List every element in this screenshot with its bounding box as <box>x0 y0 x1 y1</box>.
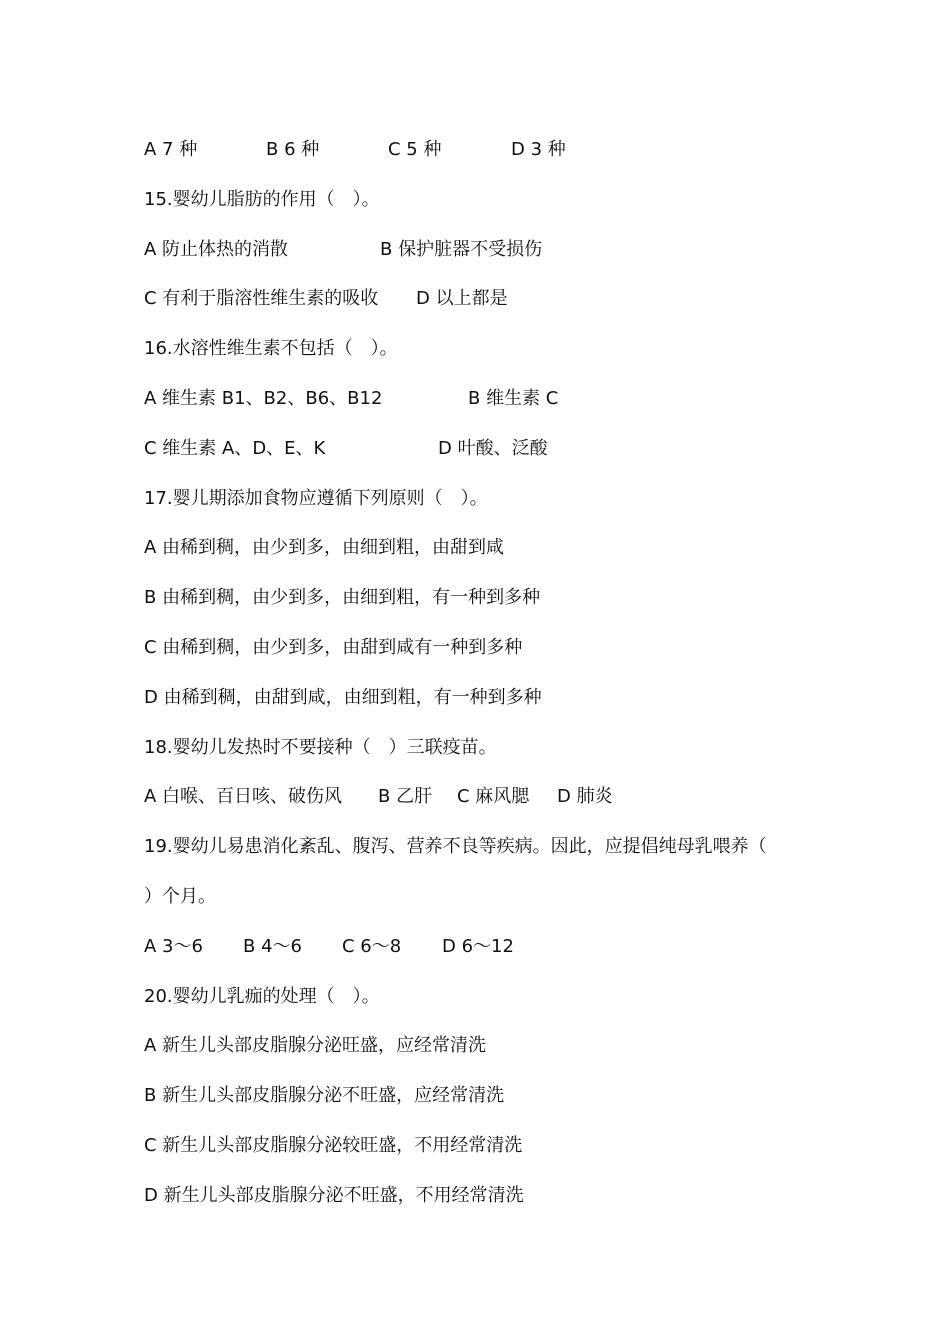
option-c-q19: C 6～8 <box>342 935 402 957</box>
option-c-q20: C 新生儿头部皮脂腺分泌较旺盛，不用经常清洗 <box>144 1134 523 1156</box>
options-row-q15-cd <box>144 284 824 334</box>
option-d-q14: D 3 种 <box>511 139 566 160</box>
options-row-q15-ab <box>144 235 824 285</box>
question-16: 16.水溶性维生素不包括（ ）。 <box>144 338 398 360</box>
option-a-q19: A 3～6 <box>144 935 203 957</box>
question-17: 17.婴儿期添加食物应遵循下列原则（ ）。 <box>144 487 488 509</box>
option-d-q15: D 以上都是 <box>416 288 508 310</box>
option-b-q16: B 维生素 C <box>468 387 559 409</box>
option-c-q17: C 由稀到稠，由少到多，由甜到咸有一种到多种 <box>144 636 523 658</box>
question-20: 20.婴幼儿乳痂的处理（ ）。 <box>144 985 380 1007</box>
option-d-q19: D 6～12 <box>442 935 514 957</box>
option-c-q15: C 有利于脂溶性维生素的吸收 <box>144 288 379 310</box>
question-19: 19.婴幼儿易患消化紊乱、腹泻、营养不良等疾病。因此，应提倡纯母乳喂养（ <box>144 836 767 858</box>
options-row-q16-ab <box>144 384 824 434</box>
question-15: 15.婴幼儿脂肪的作用（ ）。 <box>144 188 380 210</box>
option-b-q15: B 保护脏器不受损伤 <box>380 238 543 260</box>
question-18: 18.婴幼儿发热时不要接种（ ）三联疫苗。 <box>144 736 497 758</box>
option-b-q19: B 4～6 <box>243 935 302 957</box>
option-a-q20: A 新生儿头部皮脂腺分泌旺盛，应经常清洗 <box>144 1035 487 1057</box>
option-d-q20: D 新生儿头部皮脂腺分泌不旺盛，不用经常清洗 <box>144 1184 524 1206</box>
option-a-q18: A 白喉、百日咳、破伤风 <box>144 786 343 808</box>
option-a-q15: A 防止体热的消散 <box>144 238 289 260</box>
option-d-q18: D 肺炎 <box>557 786 613 808</box>
option-d-q16: D 叶酸、泛酸 <box>438 437 548 459</box>
option-d-q17: D 由稀到稠，由甜到咸，由细到粗，有一种到多种 <box>144 686 542 708</box>
option-a-q17: A 由稀到稠，由少到多，由细到粗，由甜到咸 <box>144 537 505 559</box>
option-c-q18: C 麻风腮 <box>457 786 530 808</box>
option-b-q17: B 由稀到稠，由少到多，由细到粗，有一种到多种 <box>144 587 541 609</box>
option-b-q14: B 6 种 <box>266 139 320 160</box>
question-19-continued: ）个月。 <box>144 885 216 907</box>
option-c-q14: C 5 种 <box>388 139 442 160</box>
option-a-q16: A 维生素 B1、B2、B6、B12 <box>144 387 383 409</box>
option-b-q20: B 新生儿头部皮脂腺分泌不旺盛，应经常清洗 <box>144 1085 505 1107</box>
option-c-q16: C 维生素 A、D、E、K <box>144 437 326 459</box>
option-b-q18: B 乙肝 <box>378 786 433 808</box>
options-row-q16-cd <box>144 434 824 484</box>
question-list <box>144 135 824 1231</box>
options-row-q18 <box>144 782 824 832</box>
option-a-q14: A 7 种 <box>144 139 198 160</box>
options-row-q14 <box>144 135 824 185</box>
options-row-q19 <box>144 932 824 982</box>
